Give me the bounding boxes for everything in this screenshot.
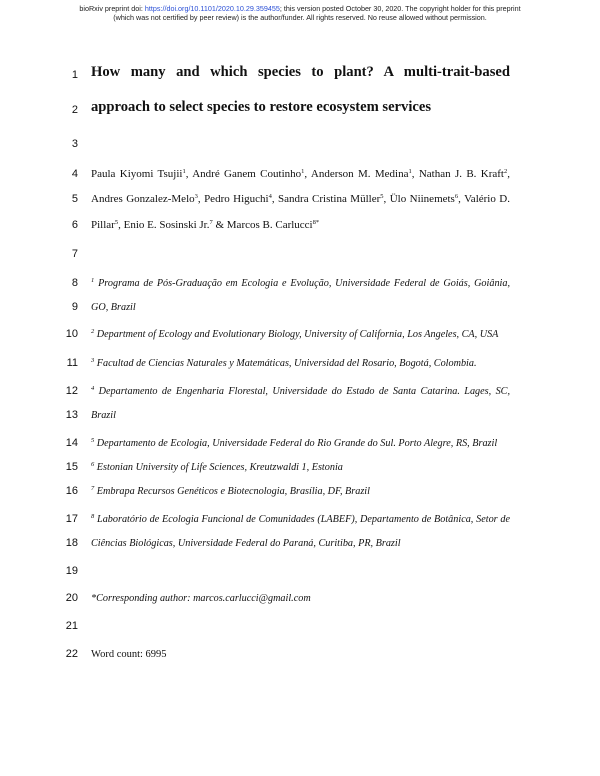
- line-number: 4: [71, 168, 78, 180]
- line-number: 16: [65, 485, 78, 497]
- line-number: 14: [65, 437, 78, 449]
- line-number: 17: [65, 513, 78, 525]
- banner-line-2: (which was not certified by peer review) is the author/funder. All rights reserved. No reuse allowed without permission.: [113, 13, 487, 22]
- affiliation-8: $^8$ Laboratório de Ecologia Funcional de Comunidades (LABEF), Departamento de Botânica, Setor de: [91, 513, 511, 525]
- affiliation-4-cont: Brazil: [91, 410, 116, 421]
- author-list-line-3: Pillar$^5$, Enio E. Sosinski Jr.$^7$ & Marcos B. Carlucci$^{8*}$: [91, 219, 320, 231]
- paper-title-line-1: How many and which species to plant? A multi-trait-based: [91, 64, 510, 80]
- banner-line-1: bioRxiv preprint doi: https://doi.org/10.1101/2020.10.29.359455; this version posted October 30, 2020. The copyright holder for this preprint: [79, 4, 521, 13]
- affiliation-6: $^6$ Estonian University of Life Sciences, Kreutzwaldi 1, Estonia: [91, 461, 343, 473]
- line-number: 22: [65, 648, 78, 660]
- line-number: 18: [65, 537, 78, 549]
- author-list-line-1: Paula Kiyomi Tsujii$^1$, André Ganem Coutinho$^1$, Anderson M. Medina$^1$, Nathan J. B. Kraft$^2$,: [91, 168, 510, 180]
- line-number: 2: [71, 104, 78, 116]
- line-number: 8: [71, 277, 78, 289]
- line-number: 3: [71, 138, 78, 150]
- line-number: 21: [65, 620, 78, 632]
- line-number: 12: [65, 385, 78, 397]
- line-number: 1: [71, 69, 78, 81]
- preprint-banner: [0, 4, 600, 22]
- affiliation-8-cont: Ciências Biológicas, Universidade Federal do Paraná, Curitiba, PR, Brazil: [91, 538, 401, 549]
- word-count: Word count: 6995: [91, 649, 167, 660]
- affiliation-1-cont: GO, Brazil: [91, 302, 136, 313]
- line-number: 19: [65, 565, 78, 577]
- doi-link[interactable]: https://doi.org/10.1101/2020.10.29.359455: [144, 4, 280, 13]
- line-number: 10: [65, 328, 78, 340]
- line-number: 13: [65, 409, 78, 421]
- affiliation-7: $^7$ Embrapa Recursos Genéticos e Biotecnologia, Brasília, DF, Brazil: [91, 485, 370, 497]
- paper-title-line-2: approach to select species to restore ecosystem services: [91, 99, 432, 115]
- line-number: 6: [71, 219, 78, 231]
- affiliation-1: $^1$ Programa de Pós-Graduação em Ecologia e Evolução, Universidade Federal de Goiás, Goiânia,: [91, 277, 511, 289]
- affiliation-5: $^5$ Departamento de Ecologia, Universidade Federal do Rio Grande do Sul. Porto Alegre, RS, Brazil: [91, 437, 498, 449]
- author-list-line-2: Andres Gonzalez-Melo$^3$, Pedro Higuchi$^4$, Sandra Cristina Müller$^5$, Ülo Niinemets$^6$, Valério D.: [91, 193, 510, 205]
- line-number: 9: [71, 301, 78, 313]
- line-number: 5: [71, 193, 78, 205]
- affiliation-4: $^4$ Departamento de Engenharia Florestal, Universidade do Estado de Santa Catarina. Lages, SC,: [91, 385, 511, 397]
- affiliation-2: $^2$ Department of Ecology and Evolutionary Biology, University of California, Los Angeles, CA, USA: [91, 328, 499, 340]
- line-number: 20: [65, 592, 78, 604]
- line-number: 7: [71, 248, 78, 260]
- corresponding-author: *Corresponding author: marcos.carlucci@gmail.com: [91, 593, 311, 604]
- affiliation-3: $^3$ Facultad de Ciencias Naturales y Matemáticas, Universidad del Rosario, Bogotá, Colombia.: [91, 357, 477, 369]
- line-number: 15: [65, 461, 78, 473]
- line-number: 11: [66, 357, 78, 369]
